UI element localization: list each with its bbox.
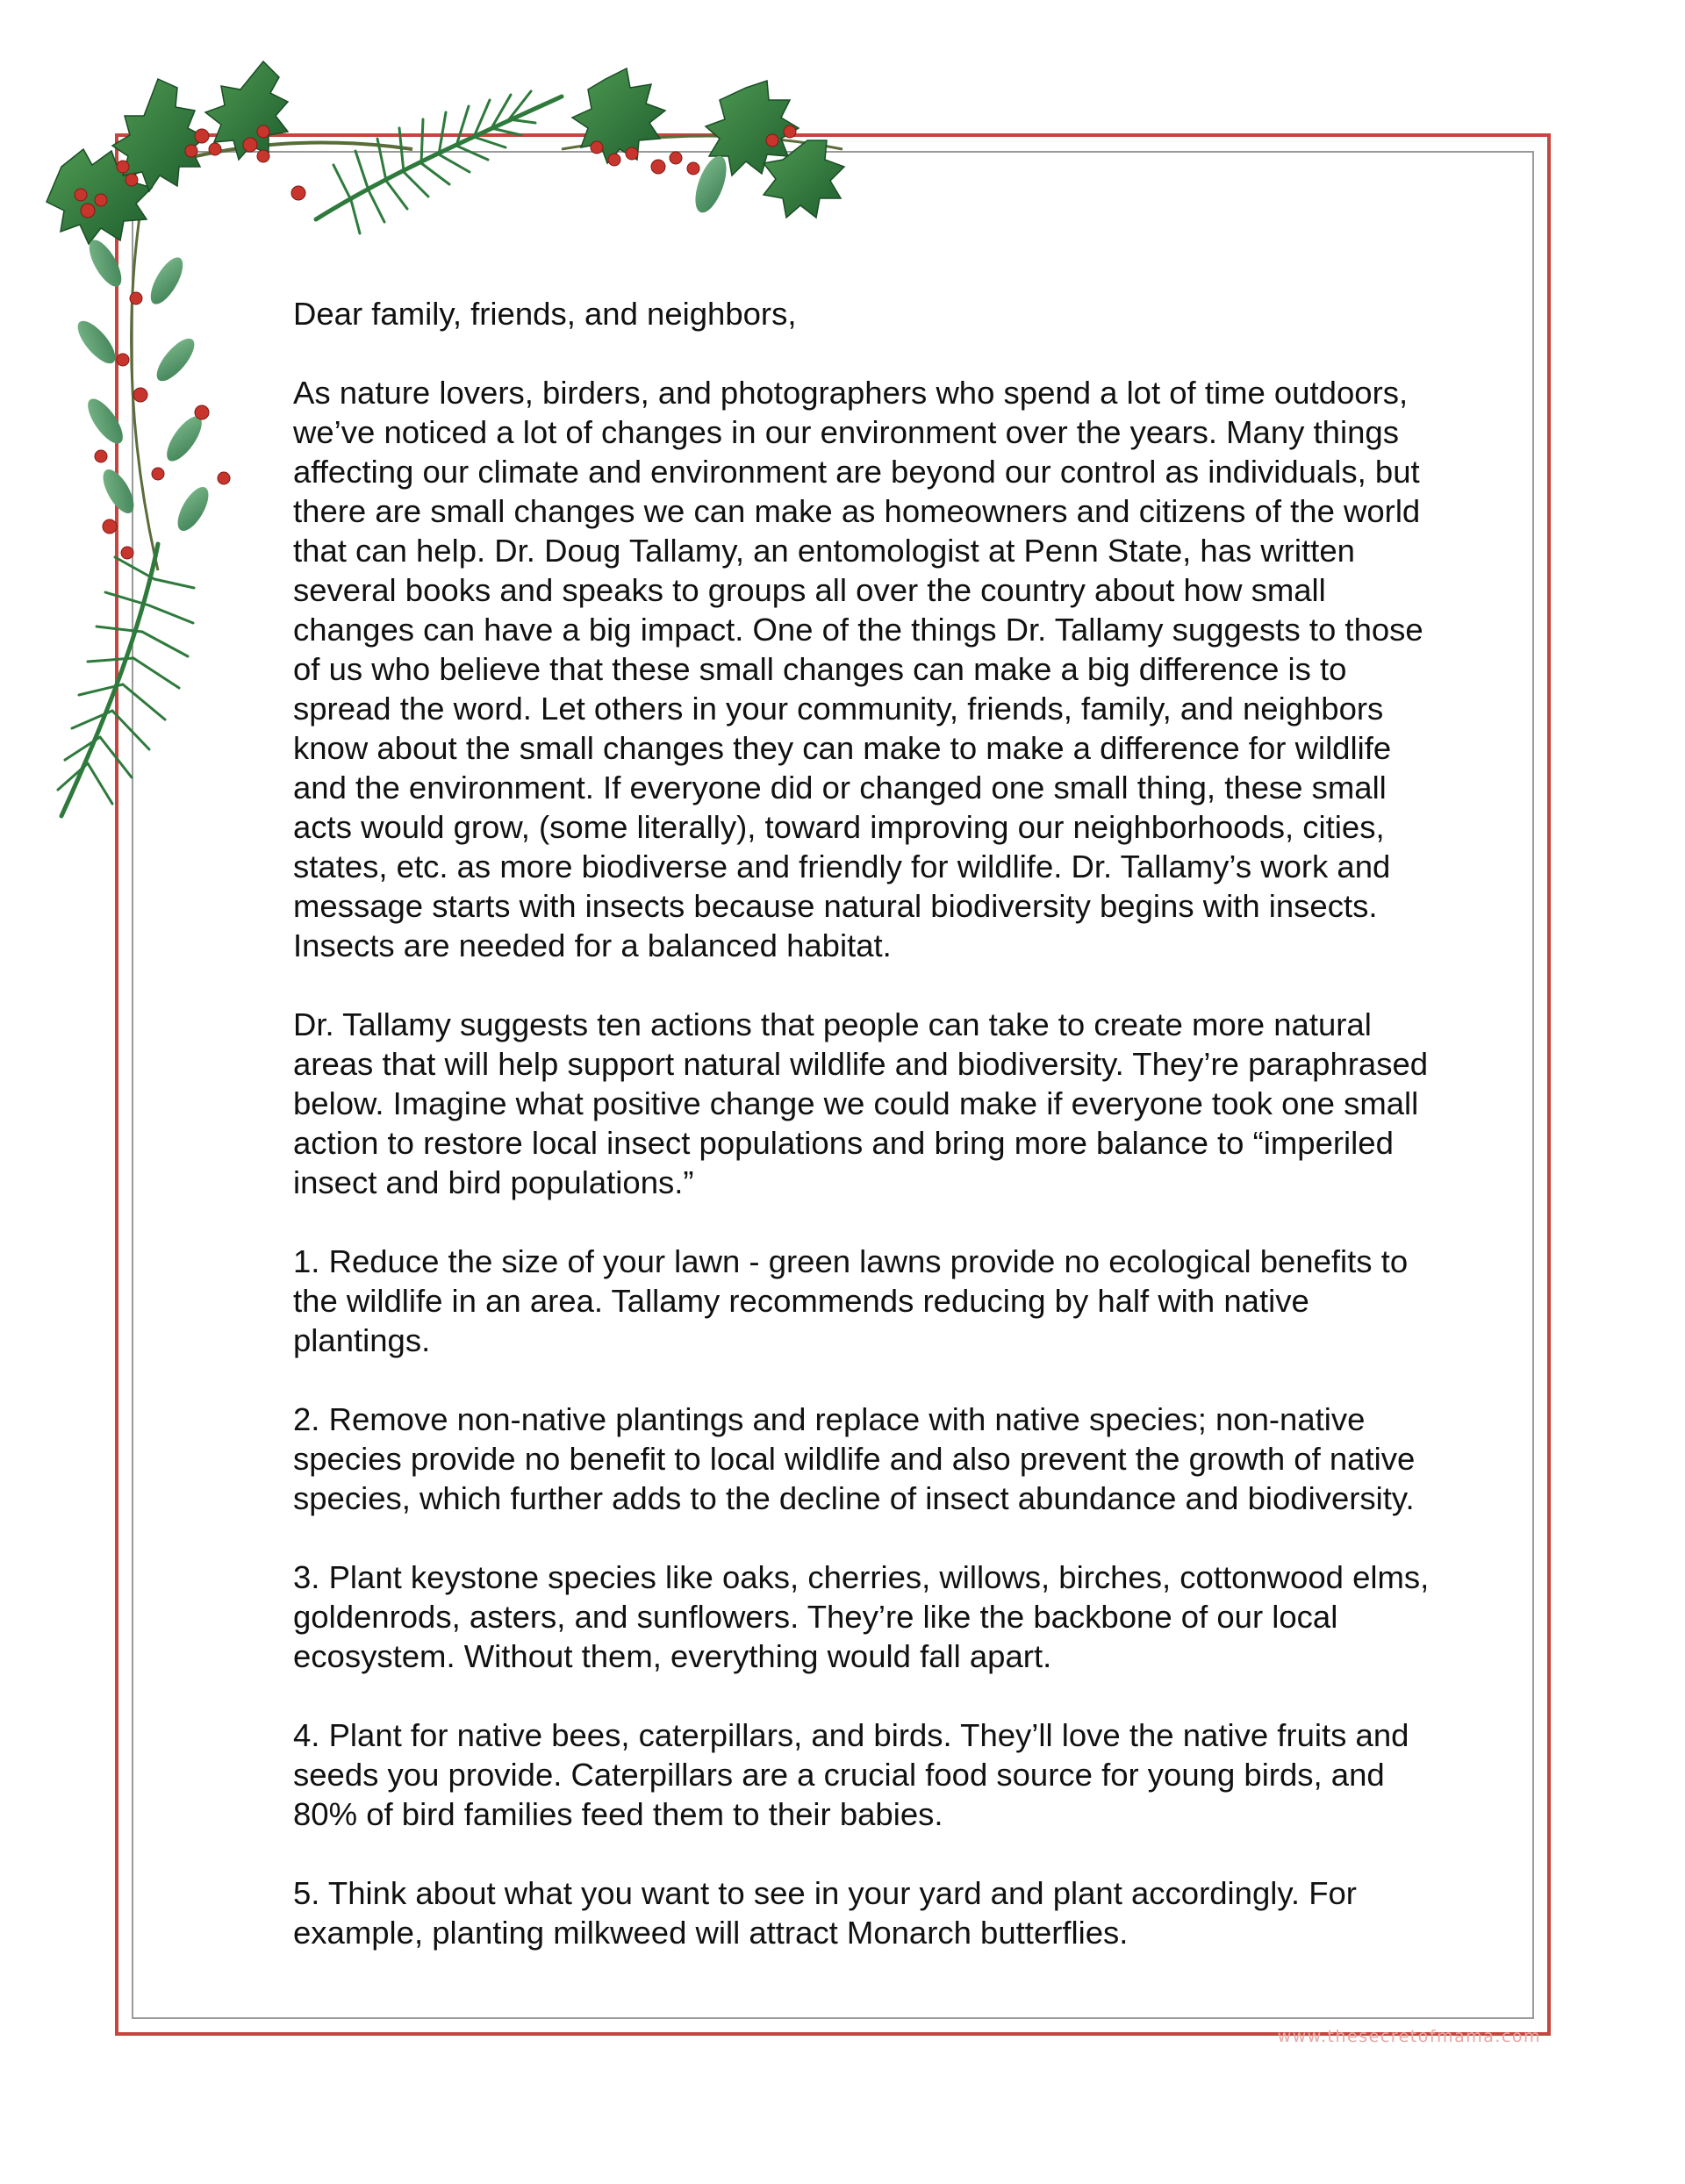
action-item-5: 5. Think about what you want to see in your yard and plant accordingly. For example, planting milkweed will attract Monarch butterflies. (293, 1875, 1357, 1951)
letter-body (293, 294, 1469, 1952)
letter-intro-paragraph: As nature lovers, birders, and photographers who spend a lot of time outdoors, we’ve noticed a lot of changes in our environment over the years. Many things affecting our climate and environment are beyond our control as individuals, but there are small changes we can make as homeowners and citizens of the world that can help. Dr. Doug Tallamy, an entomologist at Penn State, has written several books and speaks to groups all over the country about how small changes can have a big impact. One of the things Dr. Tallamy suggests to those of us who believe that these small changes can make a big difference is to spread the word. Let others in your community, friends, family, and neighbors know about the small changes they can make to make a difference for wildlife and the environment. If everyone did or changed one small thing, these small acts would grow, (some literally), toward improving our neighborhoods, cities, states, etc. as more biodiverse and friendly for wildlife. Dr. Tallamy’s work and message starts with insects because natural biodiversity begins with insects. Insects are needed for a balanced habitat. (293, 375, 1423, 963)
holly-leaves-top (47, 61, 844, 244)
action-item-3: 3. Plant keystone species like oaks, cherries, willows, birches, cottonwood elms, goldenrods, asters, and sunflowers. They’re like the backbone of our local ecosystem. Without them, everything would fall apart. (293, 1559, 1430, 1674)
action-item-4: 4. Plant for native bees, caterpillars, and birds. They’ll love the native fruits and seeds you provide. Caterpillars are a crucial food source for young birds, and 80% of bird families feed them to their babies. (293, 1717, 1409, 1832)
letter-salutation: Dear family, friends, and neighbors, (293, 296, 797, 332)
action-item-2: 2. Remove non-native plantings and replace with native species; non-native species provide no benefit to local wildlife and also prevent the growth of native species, which further adds to the decline of insect abundance and biodiversity. (293, 1401, 1416, 1516)
letter-actions-intro-paragraph: Dr. Tallamy suggests ten actions that people can take to create more natural areas that will help support natural wildlife and biodiversity. They’re paraphrased below. Imagine what positive change we could make if everyone took one small action to restore local insect populations and bring more balance to “imperiled insect and bird populations.” (293, 1006, 1429, 1200)
footer-watermark: www.thesecretofmama.com (1277, 2027, 1541, 2046)
action-item-1: 1. Reduce the size of your lawn - green lawns provide no ecological benefits to the wildlife in an area. Tallamy recommends reducing by half with native plantings. (293, 1243, 1409, 1358)
pine-branch-top (316, 91, 562, 233)
pine-branch-left (58, 544, 194, 816)
